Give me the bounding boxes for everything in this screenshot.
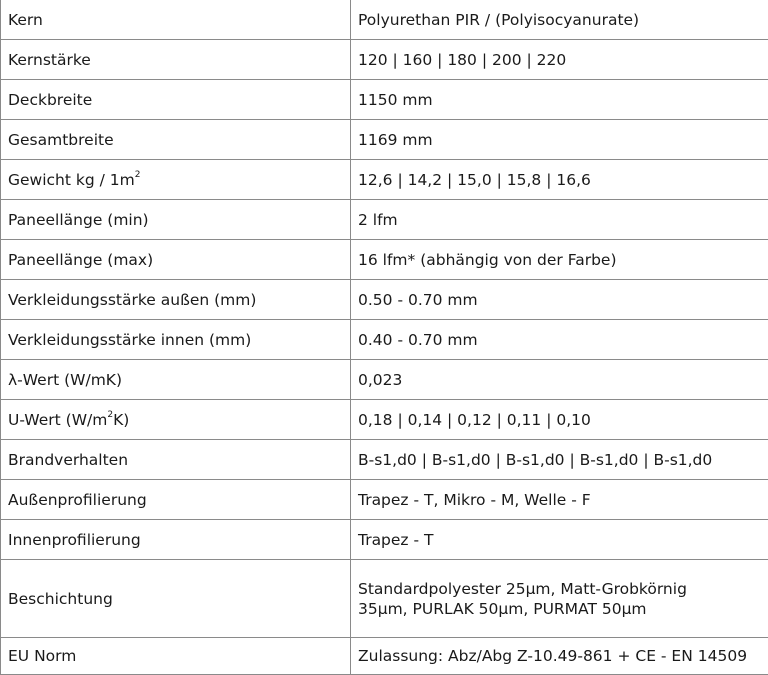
- table-row: [1, 0, 768, 40]
- row-value-verkleidung-innen: 0.40 - 0.70 mm: [351, 320, 768, 360]
- table-row: [1, 400, 768, 440]
- row-label-deckbreite: Deckbreite: [1, 80, 351, 120]
- table-row: [1, 160, 768, 200]
- table-row: [1, 40, 768, 80]
- row-label-verkleidung-innen: Verkleidungsstärke innen (mm): [1, 320, 351, 360]
- row-value-gesamtbreite: 1169 mm: [351, 120, 768, 160]
- row-label-gewicht-text: Gewicht kg / 1m: [8, 171, 135, 189]
- table-row: [1, 200, 768, 240]
- row-label-paneellaenge-max: Paneellänge (max): [1, 240, 351, 280]
- row-value-deckbreite: 1150 mm: [351, 80, 768, 120]
- row-value-eu-norm: Zulassung: Abz/Abg Z-10.49-861 + CE - EN 14509: [351, 638, 768, 675]
- superscript: 2: [107, 410, 113, 420]
- superscript: 2: [135, 170, 141, 180]
- row-label-eu-norm: EU Norm: [1, 638, 351, 675]
- table-row: [1, 520, 768, 560]
- table-row: [1, 80, 768, 120]
- row-label-paneellaenge-min: Paneellänge (min): [1, 200, 351, 240]
- table-row: [1, 240, 768, 280]
- row-label-lambda: λ-Wert (W/mK): [1, 360, 351, 400]
- row-value-aussenprofilierung: Trapez - T, Mikro - M, Welle - F: [351, 480, 768, 520]
- row-label-aussenprofilierung: Außenprofilierung: [1, 480, 351, 520]
- row-label-u-wert: [1, 400, 351, 440]
- row-value-lambda: 0,023: [351, 360, 768, 400]
- row-label-innenprofilierung: Innenprofilierung: [1, 520, 351, 560]
- table-row: [1, 120, 768, 160]
- row-label-u-wert-suffix: K): [113, 411, 129, 429]
- table-row: [1, 440, 768, 480]
- table-row: [1, 280, 768, 320]
- table-row: [1, 360, 768, 400]
- row-value-kernstaerke: 120 | 160 | 180 | 200 | 220: [351, 40, 768, 80]
- row-value-gewicht: 12,6 | 14,2 | 15,0 | 15,8 | 16,6: [351, 160, 768, 200]
- row-label-u-wert-text: U-Wert (W/m: [8, 411, 107, 429]
- row-value-innenprofilierung: Trapez - T: [351, 520, 768, 560]
- row-value-paneellaenge-min: 2 lfm: [351, 200, 768, 240]
- row-value-verkleidung-aussen: 0.50 - 0.70 mm: [351, 280, 768, 320]
- row-label-gesamtbreite: Gesamtbreite: [1, 120, 351, 160]
- row-label-gewicht: [1, 160, 351, 200]
- row-label-brandverhalten: Brandverhalten: [1, 440, 351, 480]
- table-row: [1, 480, 768, 520]
- row-value-beschichtung: Standardpolyester 25µm, Matt-Grobkörnig 35µm, PURLAK 50µm, PURMAT 50µm: [351, 560, 768, 638]
- row-label-verkleidung-aussen: Verkleidungsstärke außen (mm): [1, 280, 351, 320]
- row-label-kern: Kern: [1, 0, 351, 40]
- row-label-beschichtung: Beschichtung: [1, 560, 351, 638]
- row-value-brandverhalten: B-s1,d0 | B-s1,d0 | B-s1,d0 | B-s1,d0 | B-s1,d0: [351, 440, 768, 480]
- table-row: [1, 320, 768, 360]
- row-value-kern: Polyurethan PIR / (Polyisocyanurate): [351, 0, 768, 40]
- table-row: [1, 638, 768, 675]
- row-value-paneellaenge-max: 16 lfm* (abhängig von der Farbe): [351, 240, 768, 280]
- row-value-u-wert: 0,18 | 0,14 | 0,12 | 0,11 | 0,10: [351, 400, 768, 440]
- table-row: [1, 560, 768, 638]
- row-label-kernstaerke: Kernstärke: [1, 40, 351, 80]
